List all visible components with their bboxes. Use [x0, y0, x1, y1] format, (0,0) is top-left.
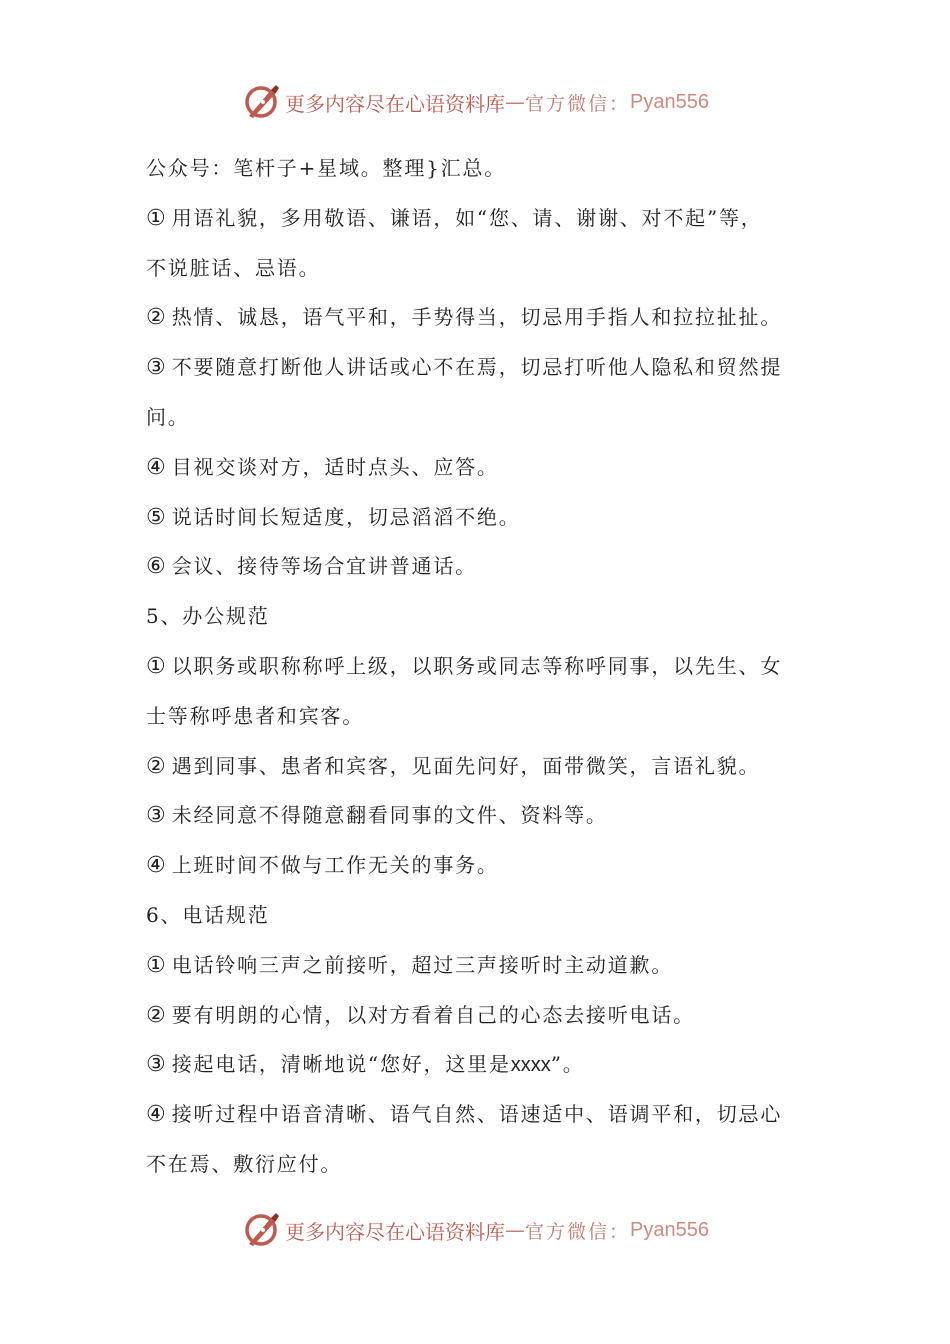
section-heading-office: 5、办公规范: [146, 604, 270, 629]
speech-rule-6: ⑥ 会议、接待等场合宜讲普通话。: [146, 542, 818, 592]
circled-number: ①: [146, 952, 166, 978]
pen-logo-icon: [241, 1210, 281, 1250]
circled-number: ⑤: [146, 504, 166, 530]
office-rule-1: ① 以职务或职称称呼上级，以职务或同志等称呼同事，以先生、女: [146, 642, 818, 692]
watermark-main-text: 更多内容尽在心语资料库: [285, 91, 505, 116]
circled-number: ④: [146, 454, 166, 480]
circled-number: ①: [146, 205, 166, 231]
circled-number: ⑥: [146, 554, 166, 580]
office-rule-3: ③ 未经同意不得随意翻看同事的文件、资料等。: [146, 791, 818, 841]
phone-rule-2: ② 要有明朗的心情，以对方看着自己的心态去接听电话。: [146, 991, 818, 1041]
circled-number: ④: [146, 853, 166, 879]
pen-logo-icon: [241, 82, 281, 122]
speech-rule-2: ② 热情、诚恳，语气平和，手势得当，切忌用手指人和拉拉扯扯。: [146, 293, 818, 343]
footer-watermark: [0, 1208, 950, 1252]
speech-rule-1-cont: 不说脏话、忌语。: [146, 255, 321, 280]
speech-rule-5: ⑤ 说话时间长短适度，切忌滔滔不绝。: [146, 493, 818, 543]
watermark-dash: —: [505, 90, 525, 114]
circled-number: ③: [146, 1052, 166, 1078]
circled-number: ①: [146, 653, 166, 679]
phone-rule-3: ③ 接起电话，清晰地说“您好，这里是xxxx”。: [146, 1040, 818, 1090]
circled-number: ②: [146, 1002, 166, 1028]
circled-number: ②: [146, 753, 166, 779]
circled-number: ②: [146, 305, 166, 331]
circled-number: ③: [146, 803, 166, 829]
source-line: 公众号：笔杆子+星域。整理}汇总。: [146, 156, 507, 180]
office-rule-4: ④ 上班时间不做与工作无关的事务。: [146, 841, 818, 891]
circled-number: ③: [146, 355, 166, 381]
office-rule-1-cont: 士等称呼患者和宾客。: [146, 703, 364, 728]
watermark-wechat-id: Pyan556: [630, 1218, 709, 1241]
phone-rule-4-cont: 不在焉、敷衍应付。: [146, 1151, 343, 1176]
speech-rule-3: ③ 不要随意打断他人讲话或心不在焉，切忌打听他人隐私和贸然提: [146, 343, 818, 393]
speech-rule-3-cont: 问。: [146, 404, 190, 429]
document-body: [146, 144, 818, 1190]
watermark-dash: —: [505, 1218, 525, 1242]
phone-rule-1: ① 电话铃响三声之前接听，超过三声接听时主动道歉。: [146, 941, 818, 991]
watermark-wechat-id: Pyan556: [630, 90, 709, 113]
speech-rule-4: ④ 目视交谈对方，适时点头、应答。: [146, 443, 818, 493]
office-rule-2: ② 遇到同事、患者和宾客，见面先问好，面带微笑，言语礼貌。: [146, 742, 818, 792]
watermark-main-text: 更多内容尽在心语资料库: [285, 1219, 505, 1244]
phone-rule-4: ④ 接听过程中语音清晰、语气自然、语速适中、语调平和，切忌心: [146, 1090, 818, 1140]
speech-rule-1: ① 用语礼貌，多用敬语、谦语，如“您、请、谢谢、对不起”等，: [146, 194, 818, 244]
watermark-wechat-label: 官方微信：: [525, 92, 631, 115]
watermark-wechat-label: 官方微信：: [525, 1220, 631, 1243]
circled-number: ④: [146, 1102, 166, 1128]
header-watermark: [0, 80, 950, 124]
section-heading-phone: 6、电话规范: [146, 902, 270, 927]
